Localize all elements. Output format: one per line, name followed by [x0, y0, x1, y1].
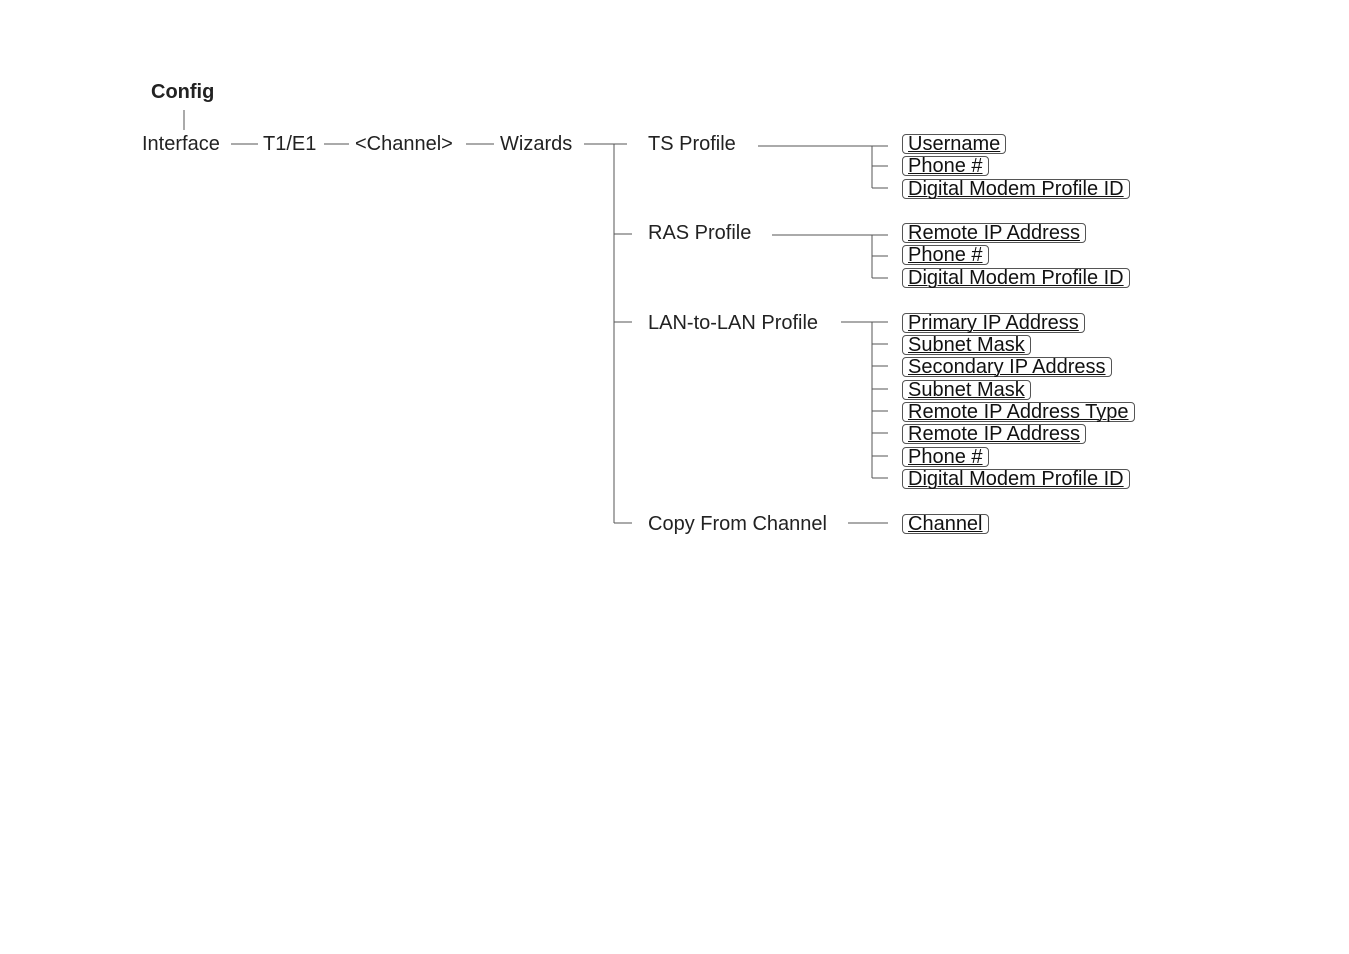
field-lan-subnet-mask-2[interactable]: Subnet Mask [902, 380, 1031, 400]
field-lan-secondary-ip-address[interactable]: Secondary IP Address [902, 357, 1112, 377]
field-ras-digital-modem-profile-id[interactable]: Digital Modem Profile ID [902, 268, 1130, 288]
field-lan-remote-ip-address-type[interactable]: Remote IP Address Type [902, 402, 1135, 422]
field-lan-subnet-mask-1[interactable]: Subnet Mask [902, 335, 1031, 355]
branch-ts-profile: TS Profile [648, 133, 736, 155]
field-lan-primary-ip-address[interactable]: Primary IP Address [902, 313, 1085, 333]
field-copy-channel[interactable]: Channel [902, 514, 989, 534]
field-ts-username[interactable]: Username [902, 134, 1006, 154]
field-ts-digital-modem-profile-id[interactable]: Digital Modem Profile ID [902, 179, 1130, 199]
field-lan-remote-ip-address[interactable]: Remote IP Address [902, 424, 1086, 444]
field-ras-phone[interactable]: Phone # [902, 245, 989, 265]
field-ts-phone[interactable]: Phone # [902, 156, 989, 176]
path-interface: Interface [142, 133, 220, 155]
path-wizards: Wizards [500, 133, 573, 155]
field-ras-remote-ip-address[interactable]: Remote IP Address [902, 223, 1086, 243]
branch-copy-from-channel: Copy From Channel [648, 513, 827, 535]
branch-lan-to-lan-profile: LAN-to-LAN Profile [648, 312, 819, 334]
branch-ras-profile: RAS Profile [648, 222, 752, 244]
config-root-label: Config [151, 81, 215, 103]
field-lan-digital-modem-profile-id[interactable]: Digital Modem Profile ID [902, 469, 1130, 489]
path-channel: <Channel> [355, 133, 453, 155]
field-lan-phone[interactable]: Phone # [902, 447, 989, 467]
path-t1e1: T1/E1 [263, 133, 317, 155]
